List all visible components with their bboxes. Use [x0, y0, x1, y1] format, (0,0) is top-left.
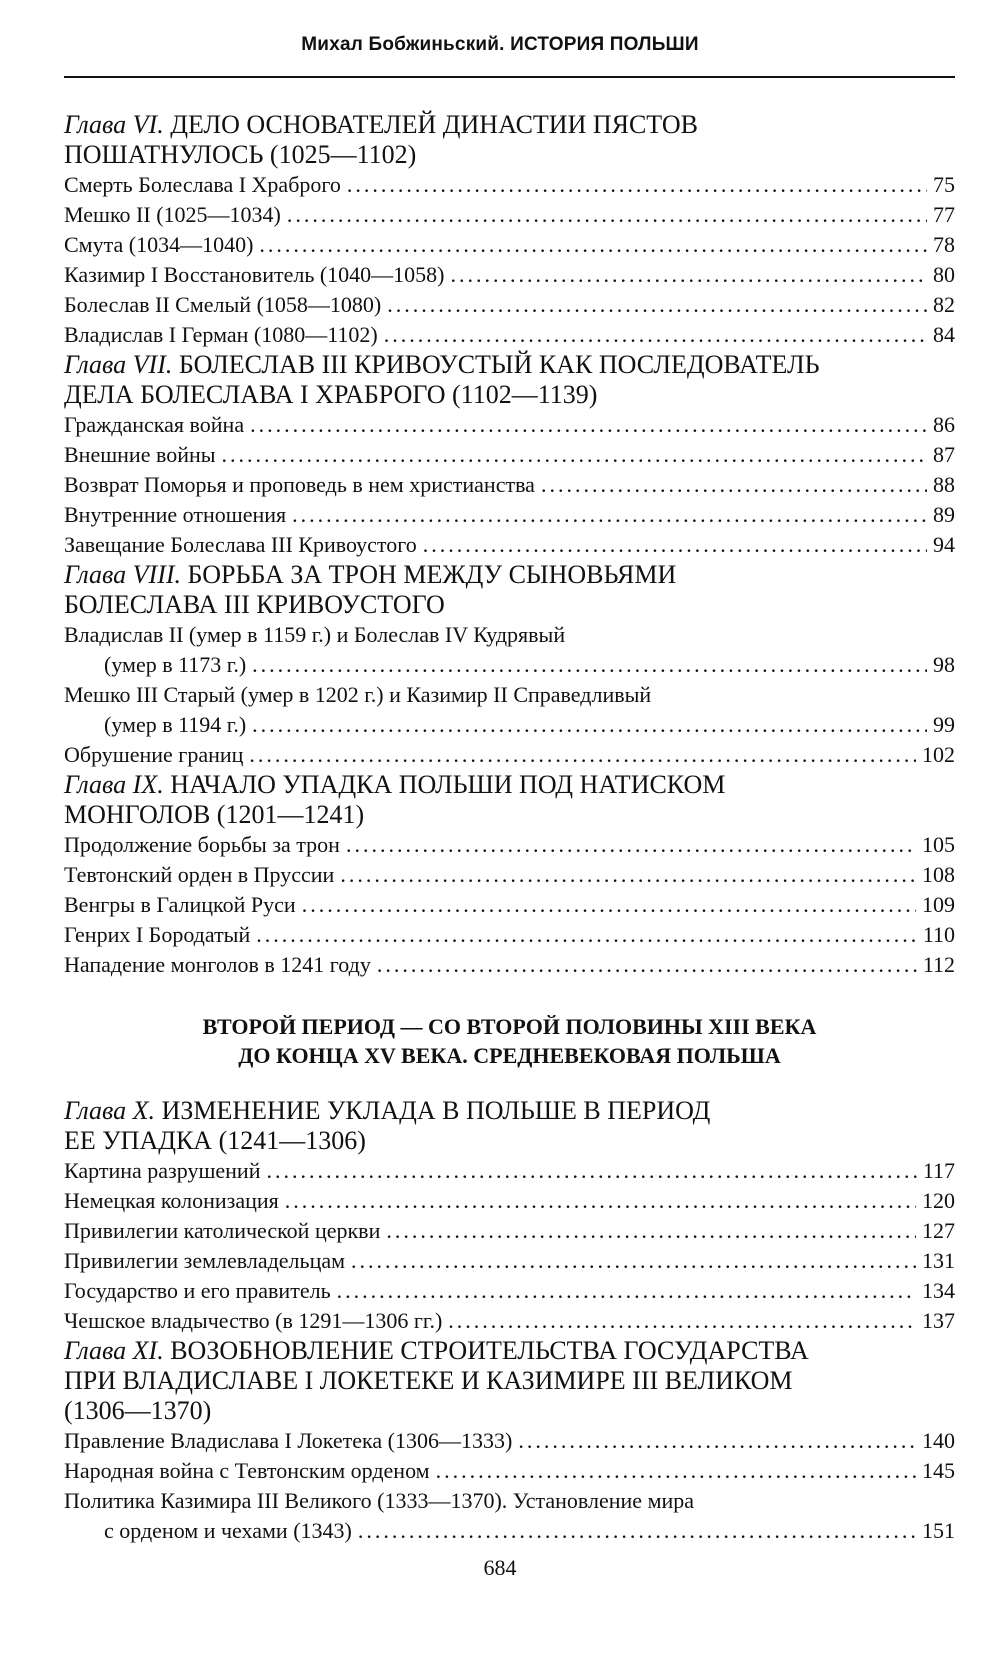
chapter-heading: [64, 1096, 955, 1156]
entry-title-line2: (умер в 1194 г.): [104, 712, 247, 737]
dot-leader: [384, 320, 927, 350]
dot-leader: [351, 1246, 916, 1276]
dot-leader: [436, 1456, 916, 1486]
chapter-title-line2: БОЛЕСЛАВА III КРИВОУСТОГО: [64, 590, 445, 619]
toc-entry[interactable]: [64, 440, 955, 470]
entry-page: 108: [922, 862, 955, 887]
chapter-label: Глава VII.: [64, 350, 173, 379]
chapter-title-line2: ПОШАТНУЛОСЬ (1025—1102): [64, 140, 417, 169]
toc-entry[interactable]: [64, 1186, 955, 1216]
entry-page: 110: [922, 922, 955, 947]
page-number: 684: [483, 1555, 517, 1580]
entry-title: Народная война с Тевтонским орденом: [64, 1458, 430, 1483]
toc-entry[interactable]: [64, 920, 955, 950]
chapter-title-line2: МОНГОЛОВ (1201—1241): [64, 800, 365, 829]
entry-title: Венгры в Галицкой Руси: [64, 892, 296, 917]
entry-title-line2: (умер в 1173 г.): [104, 652, 247, 677]
entry-page: 77: [933, 202, 955, 227]
dot-leader: [346, 830, 916, 860]
entry-page: 75: [933, 172, 955, 197]
chapter-title-line2: ПРИ ВЛАДИСЛАВЕ I ЛОКЕТЕКЕ И КАЗИМИРЕ III ВЕЛИКОМ: [64, 1366, 793, 1395]
dot-leader: [448, 1306, 916, 1336]
chapter-heading: [64, 110, 955, 170]
dot-leader: [266, 1156, 916, 1186]
toc-entry[interactable]: [64, 530, 955, 560]
entry-title: Привилегии землевладельцам: [64, 1248, 346, 1273]
toc-entry[interactable]: [64, 830, 955, 860]
toc-entry[interactable]: [64, 740, 955, 770]
entry-page: 105: [922, 832, 955, 857]
entry-page: 102: [922, 742, 955, 767]
toc-entry[interactable]: [64, 1426, 955, 1456]
chapter-title-line1: БОРЬБА ЗА ТРОН МЕЖДУ СЫНОВЬЯМИ: [187, 560, 677, 589]
entry-title-line1: Политика Казимира III Великого (1333—1370). Установление мира: [64, 1488, 695, 1513]
toc-entry[interactable]: [64, 1306, 955, 1336]
entry-title: Владислав I Герман (1080—1102): [64, 322, 378, 347]
chapter-title-line1: ДЕЛО ОСНОВАТЕЛЕЙ ДИНАСТИИ ПЯСТОВ: [170, 110, 698, 139]
entry-page: 86: [933, 412, 955, 437]
dot-leader: [302, 890, 916, 920]
entry-page: 140: [922, 1428, 955, 1453]
entry-title: Тевтонский орден в Пруссии: [64, 862, 335, 887]
period-heading-line2: ДО КОНЦА XV ВЕКА. СРЕДНЕВЕКОВАЯ ПОЛЬША: [238, 1043, 781, 1068]
entry-title: Генрих I Бородатый: [64, 922, 251, 947]
toc-entry[interactable]: [64, 1156, 955, 1186]
chapter-title-line1: ИЗМЕНЕНИЕ УКЛАДА В ПОЛЬШЕ В ПЕРИОД: [161, 1096, 711, 1125]
toc-entry[interactable]: [64, 1246, 955, 1276]
entry-page: 94: [933, 532, 955, 557]
entry-title: Казимир I Восстановитель (1040—1058): [64, 262, 445, 287]
dot-leader: [387, 290, 927, 320]
toc-entry[interactable]: [64, 170, 955, 200]
dot-leader: [518, 1426, 916, 1456]
entry-title: Завещание Болеслава III Кривоустого: [64, 532, 417, 557]
chapter-title-line1: ВОЗОБНОВЛЕНИЕ СТРОИТЕЛЬСТВА ГОСУДАРСТВА: [170, 1336, 809, 1365]
toc-entry[interactable]: [64, 410, 955, 440]
chapter-title-line3: (1306—1370): [64, 1396, 212, 1425]
table-of-contents: [64, 110, 955, 1546]
running-head: Михал Бобжиньский. ИСТОРИЯ ПОЛЬШИ: [301, 34, 699, 55]
entry-title: Продолжение борьбы за трон: [64, 832, 340, 857]
entry-title: Болеслав II Смелый (1058—1080): [64, 292, 382, 317]
toc-entry[interactable]: [64, 950, 955, 980]
dot-leader: [451, 260, 927, 290]
dot-leader: [337, 1276, 916, 1306]
toc-entry-multiline[interactable]: [64, 1486, 955, 1546]
entry-title: Чешское владычество (в 1291—1306 гг.): [64, 1308, 443, 1333]
entry-page: 84: [933, 322, 955, 347]
entry-title: Правление Владислава I Локетека (1306—1333): [64, 1428, 513, 1453]
chapter-label: Глава XI.: [64, 1336, 164, 1365]
chapter-label: Глава X.: [64, 1096, 156, 1125]
dot-leader: [250, 410, 927, 440]
entry-page: 78: [933, 232, 955, 257]
entry-title: Гражданская война: [64, 412, 245, 437]
entry-page: 98: [933, 652, 955, 677]
entry-page: 112: [922, 952, 955, 977]
toc-entry[interactable]: [64, 1456, 955, 1486]
dot-leader: [287, 200, 927, 230]
chapter-heading: [64, 560, 955, 620]
entry-title: Привилегии католической церкви: [64, 1218, 381, 1243]
chapter-label: Глава VIII.: [64, 560, 182, 589]
toc-entry[interactable]: [64, 890, 955, 920]
entry-page: 109: [922, 892, 955, 917]
entry-page: 131: [922, 1248, 955, 1273]
dot-leader: [292, 500, 927, 530]
chapter-heading: [64, 1336, 955, 1426]
dot-leader: [249, 740, 916, 770]
entry-title: Внешние войны: [64, 442, 216, 467]
entry-title-line2: с орденом и чехами (1343): [104, 1518, 352, 1543]
entry-page: 120: [922, 1188, 955, 1213]
dot-leader: [259, 230, 927, 260]
chapter-title-line1: БОЛЕСЛАВ III КРИВОУСТЫЙ КАК ПОСЛЕДОВАТЕЛЬ: [178, 350, 820, 379]
period-heading: [64, 1012, 955, 1070]
toc-entry[interactable]: [64, 500, 955, 530]
toc-entry[interactable]: [64, 1276, 955, 1306]
entry-title: Возврат Поморья и проповедь в нем христианства: [64, 472, 535, 497]
dot-leader: [541, 470, 927, 500]
toc-entry[interactable]: [64, 470, 955, 500]
header-rule: [64, 76, 955, 78]
entry-title: Картина разрушений: [64, 1158, 261, 1183]
entry-page: 145: [922, 1458, 955, 1483]
chapter-label: Глава VI.: [64, 110, 164, 139]
entry-title: Нападение монголов в 1241 году: [64, 952, 371, 977]
chapter-heading: [64, 770, 955, 830]
toc-entry-multiline[interactable]: [64, 620, 955, 680]
entry-title-line1: Владислав II (умер в 1159 г.) и Болеслав IV Кудрявый: [64, 622, 566, 647]
toc-entry[interactable]: [64, 260, 955, 290]
entry-page: 137: [922, 1308, 955, 1333]
entry-title: Внутренние отношения: [64, 502, 287, 527]
entry-page: 134: [922, 1278, 955, 1303]
dot-leader: [377, 950, 917, 980]
dot-leader: [358, 1516, 916, 1546]
chapter-heading: [64, 350, 955, 410]
entry-title: Обрушение границ: [64, 742, 244, 767]
toc-entry-multiline[interactable]: [64, 680, 955, 740]
entry-page: 88: [933, 472, 955, 497]
dot-leader: [252, 710, 927, 740]
chapter-title-line2: ДЕЛА БОЛЕСЛАВА I ХРАБРОГО (1102—1139): [64, 380, 598, 409]
period-heading-line1: ВТОРОЙ ПЕРИОД — СО ВТОРОЙ ПОЛОВИНЫ XIII ВЕКА: [202, 1014, 817, 1039]
dot-leader: [256, 920, 917, 950]
toc-entry[interactable]: [64, 860, 955, 890]
dot-leader: [285, 1186, 916, 1216]
toc-entry[interactable]: [64, 290, 955, 320]
entry-title: Государство и его правитель: [64, 1278, 331, 1303]
entry-page: 151: [922, 1518, 955, 1543]
dot-leader: [423, 530, 927, 560]
entry-title: Смерть Болеслава I Храброго: [64, 172, 341, 197]
chapter-label: Глава IX.: [64, 770, 164, 799]
dot-leader: [252, 650, 927, 680]
entry-page: 117: [922, 1158, 955, 1183]
chapter-title-line2: ЕЕ УПАДКА (1241—1306): [64, 1126, 366, 1155]
entry-page: 99: [933, 712, 955, 737]
chapter-title-line1: НАЧАЛО УПАДКА ПОЛЬШИ ПОД НАТИСКОМ: [170, 770, 726, 799]
dot-leader: [222, 440, 927, 470]
toc-entry[interactable]: [64, 320, 955, 350]
entry-title: Немецкая колонизация: [64, 1188, 279, 1213]
entry-title-line1: Мешко III Старый (умер в 1202 г.) и Казимир II Справедливый: [64, 682, 652, 707]
entry-page: 89: [933, 502, 955, 527]
entry-page: 82: [933, 292, 955, 317]
dot-leader: [340, 860, 916, 890]
toc-entry[interactable]: [64, 200, 955, 230]
toc-entry[interactable]: [64, 1216, 955, 1246]
entry-page: 87: [933, 442, 955, 467]
dot-leader: [386, 1216, 916, 1246]
entry-title: Мешко II (1025—1034): [64, 202, 281, 227]
entry-page: 80: [933, 262, 955, 287]
entry-page: 127: [922, 1218, 955, 1243]
dot-leader: [347, 170, 927, 200]
entry-title: Смута (1034—1040): [64, 232, 254, 257]
toc-entry[interactable]: [64, 230, 955, 260]
